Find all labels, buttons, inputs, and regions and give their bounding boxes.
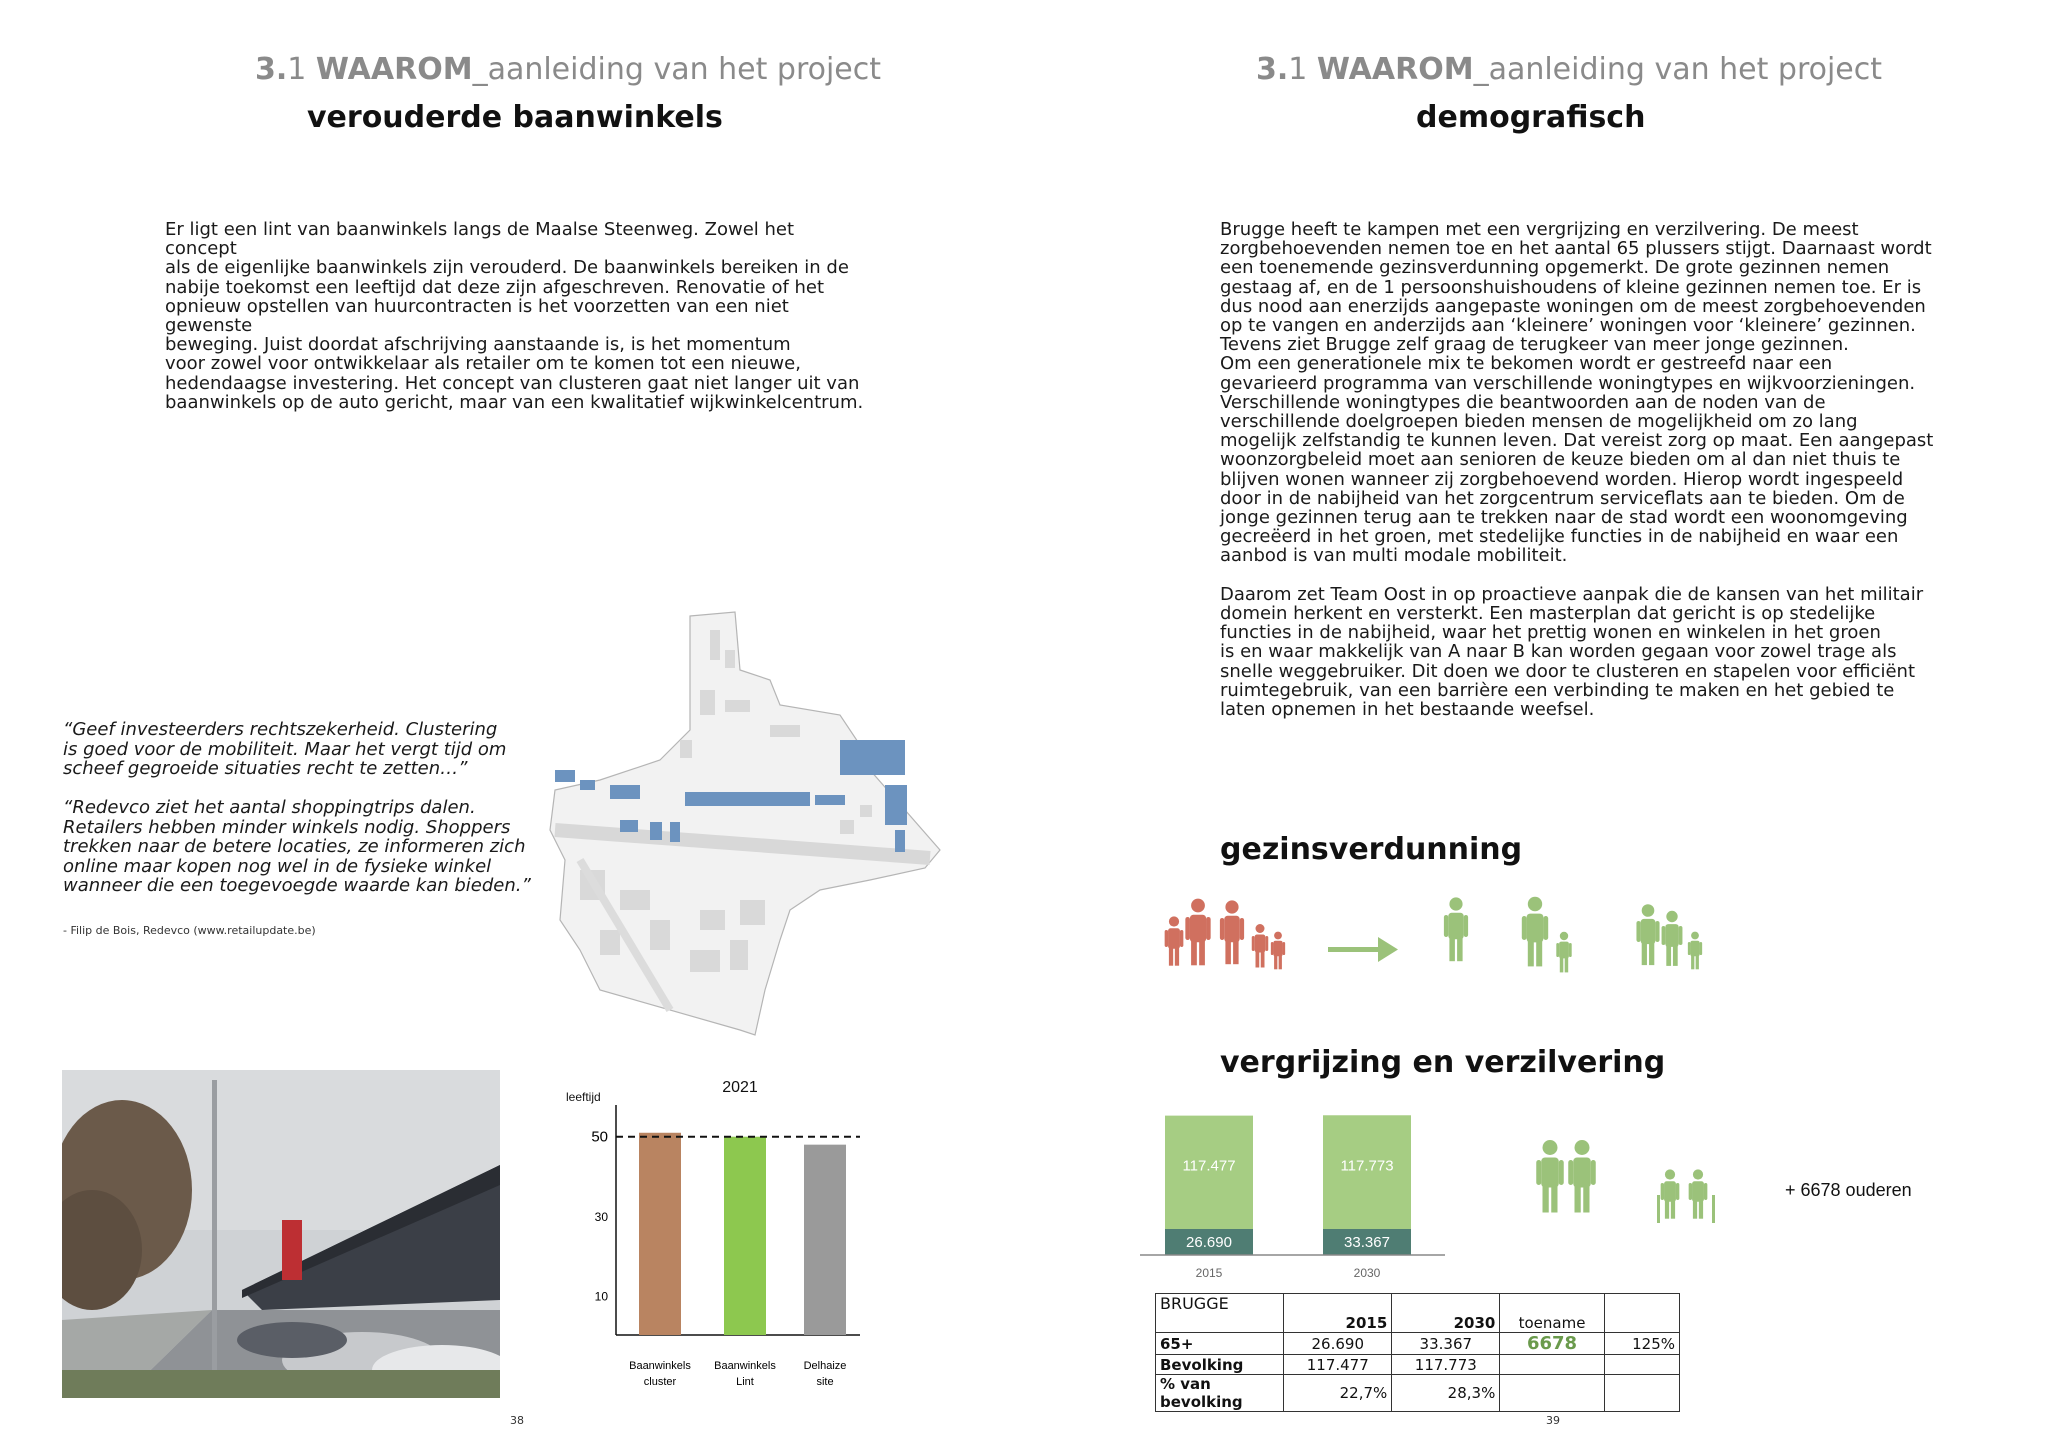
row-label: % van bevolking [1156,1375,1284,1412]
cell-2030: 117.773 [1392,1355,1500,1375]
x-tick-label: cluster [643,1376,677,1388]
body-line: opnieuw opstellen van huurcontracten is het voorzetten van een niet gewenste [165,295,789,337]
body-line: domein herkent en versterkt. Een masterplan dat gericht is op stedelijke [1220,603,1876,625]
quote-line: “Geef investeerders rechtszekerheid. Clustering [63,719,498,740]
left-body-text [165,220,865,412]
x-tick-label: Lint [736,1376,754,1388]
body-line: Verschillende woningtypes die beantwoorden aan de noden van de [1220,391,1826,413]
x-tick-label: Baanwinkels [629,1360,691,1372]
arrow-right-icon [1328,937,1398,962]
body-line: verschillende doelgroepen bieden mensen de mogelijkheid om zo lang [1220,411,1858,433]
quote-line: scheef gegroeide situaties recht te zetten…” [63,758,468,779]
page-number-left: 38 [510,1414,524,1427]
chart-title: 2021 [722,1079,758,1096]
body-line: snelle weggebruiker. Dit doen we door te clusteren en stapelen voor efficiënt [1220,660,1916,682]
body-line: voor zowel voor ontwikkelaar als retailer om te komen tot een nieuwe, [165,353,801,375]
cell-2030: 33.367 [1392,1333,1500,1355]
bar-elder-label: 33.367 [1344,1234,1390,1251]
body-line: Om een generationele mix te bekomen wordt er gestreefd naar een [1220,353,1833,375]
quote-line: wanneer die een toegevoegde waarde kan bieden.” [63,875,531,896]
age-bar-chart [560,1075,880,1405]
population-stacked-bars [1135,1100,1455,1280]
table-title-cell: BRUGGE [1156,1294,1284,1333]
section-title-gezinsverdunning: gezinsverdunning [1220,832,1523,867]
bar-total-label: 117.477 [1182,1157,1236,1175]
body-line: blijven wonen wanneer zij zorgbehoevend worden. Hierop wordt ingespeeld [1220,468,1904,490]
header-sub-number: 1 [1288,52,1308,87]
y-tick-label: 10 [594,1289,608,1304]
body-line: ruimtegebruik, van een barrière een verbinding te maken en het gebied te [1220,679,1895,701]
body-line: baanwinkels op de auto gericht, maar van een kwalitatief wijkwinkelcentrum. [165,391,864,413]
bar-elder-label: 26.690 [1186,1234,1232,1251]
body-line: een toenemende gezinsverdunning opgemerkt. De grote gezinnen nemen [1220,257,1890,279]
brugge-table [1155,1293,1680,1412]
header-rest: _aanleiding van het project [472,52,882,87]
body-line: zorgbehoevenden nemen toe en het aantal 65 plussers stijgt. Daarnaast wordt [1220,238,1932,260]
quote-line: online maar kopen nog wel in de fysieke winkel [63,855,492,877]
body-line: jonge gezinnen terug aan te trekken naar de stad wordt een woonomgeving [1220,507,1908,529]
cell-extra [1604,1375,1679,1412]
body-line: woonzorgbeleid moet aan senioren de keuze bieden om al dan niet thuis te [1220,449,1901,471]
bar-year-label: 2015 [1195,1266,1223,1280]
small-family-icon [1636,904,1702,969]
body-line: beweging. Juist doordat afschrijving aanstaande is, is het momentum [165,334,791,356]
single-person-icon [1444,897,1468,961]
bar-total-label: 117.773 [1340,1157,1394,1175]
table-row [1156,1375,1680,1412]
body-line: hedendaagse investering. Het concept van clusteren gaat niet langer uit van [165,372,860,394]
body-line: Er ligt een lint van baanwinkels langs de Maalse Steenweg. Zowel het concept [165,219,795,260]
header-rest: _aanleiding van het project [1473,52,1883,87]
right-subtitle: demografisch [1416,100,1646,135]
quote-line: Retailers hebben minder winkels nodig. Shoppers [63,816,511,838]
x-tick-label: Delhaize [803,1360,847,1372]
header-sub-number: 1 [287,52,307,87]
elderly-cane-icon [1657,1169,1715,1223]
quote-line: trekken naar de betere locaties, ze informeren zich [63,836,526,857]
row-label: Bevolking [1156,1355,1284,1375]
quote-source: - Filip de Bois, Redevco (www.retailupdate.be) [63,924,316,937]
chart-ylabel: leeftijd [566,1090,601,1104]
right-header [1256,52,1882,87]
parent-child-icon [1522,897,1572,973]
cell-toename [1500,1375,1604,1412]
x-tick-label: Baanwinkels [714,1360,776,1372]
body-line: nabije toekomst een leeftijd dat deze zijn afgeschreven. Renovatie of het [165,276,825,298]
body-line: dus nood aan enerzijds aangepaste woningen om de meest zorgbehoevenden [1220,295,1926,317]
body-line: Daarom zet Team Oost in op proactieve aanpak die de kansen van het militair [1220,583,1924,605]
cell-toename [1500,1355,1604,1375]
row-label: 65+ [1156,1333,1284,1355]
bar-year-label: 2030 [1353,1266,1381,1280]
header-main: WAAROM [1316,52,1474,87]
baanwinkels-photo [62,1070,500,1398]
table-header-row [1156,1294,1680,1333]
cell-2030: 28,3% [1392,1375,1500,1412]
body-line: functies in de nabijheid, waar het prettig wonen en winkelen in het groen [1220,622,1881,644]
body-line: gevarieerd programma van verschillende woningtypes en wijkvoorzieningen. [1220,372,1916,394]
body-line: gecreëerd in het groen, met stedelijke functies in de nabijheid en waar een [1220,526,1899,548]
page-number-right: 39 [1546,1414,1560,1427]
left-header [255,52,881,87]
body-line: gestaag af, en de 1 persoonshuishoudens of kleine gezinnen nemen toe. Er is [1220,276,1922,298]
body-line: als de eigenlijke baanwinkels zijn verouderd. De baanwinkels bereiken in de [165,257,849,279]
body-line [1220,566,1940,585]
table-row [1156,1333,1680,1355]
y-tick-label: 30 [594,1210,608,1225]
cell-2015: 22,7% [1284,1375,1392,1412]
table-row [1156,1355,1680,1375]
bar [724,1137,766,1335]
large-family-icon [1165,899,1286,970]
table-header: 2030 [1392,1294,1500,1333]
section-title-vergrijzing: vergrijzing en verzilvering [1220,1045,1666,1080]
cell-extra [1604,1355,1679,1375]
y-tick-label: 50 [591,1128,608,1146]
header-main: WAAROM [315,52,473,87]
quote-2 [63,798,543,896]
cell-extra: 125% [1604,1333,1679,1355]
ouderen-label: + 6678 ouderen [1785,1180,1912,1200]
table-header: toename [1500,1294,1604,1333]
cell-toename: 6678 [1500,1333,1604,1355]
cell-2015: 117.477 [1284,1355,1392,1375]
body-line: is en waar makkelijk van A naar B kan worden gegaan voor zowel trage als [1220,641,1897,663]
body-line: mogelijk zelfstandig te kunnen leven. Dat vereist zorg op maat. Een aangepast [1220,430,1934,452]
quote-1 [63,720,543,779]
family-illustration [1160,885,1730,995]
x-tick-label: site [816,1376,834,1388]
body-line: Tevens ziet Brugge zelf graag de terugkeer van meer jonge gezinnen. [1220,334,1849,356]
left-subtitle: verouderde baanwinkels [307,100,723,135]
body-line: aanbod is van multi modale mobiliteit. [1220,545,1568,567]
elderly-illustration [1520,1125,1760,1235]
body-line: op te vangen en anderzijds aan ‘kleinere’ woningen voor ‘kleinere’ gezinnen. [1220,315,1916,337]
quote-line: “Redevco ziet het aantal shoppingtrips dalen. [63,797,476,818]
bar [804,1145,846,1335]
header-number: 3. [1256,52,1289,87]
elderly-couple-icon [1536,1140,1596,1213]
body-line: door in de nabijheid van het zorgcentrum serviceflats aan te bieden. Om de [1220,487,1905,509]
quote-line: is goed voor de mobiliteit. Maar het vergt tijd om [63,738,507,760]
body-line: Brugge heeft te kampen met een vergrijzing en verzilvering. De meest [1220,219,1859,240]
body-line: laten opnemen in het bestaande weefsel. [1220,699,1595,721]
table-header: 2015 [1284,1294,1392,1333]
site-map [540,610,990,1040]
header-number: 3. [255,52,288,87]
right-body-text [1220,220,1940,719]
cell-2015: 26.690 [1284,1333,1392,1355]
bar [639,1133,681,1335]
